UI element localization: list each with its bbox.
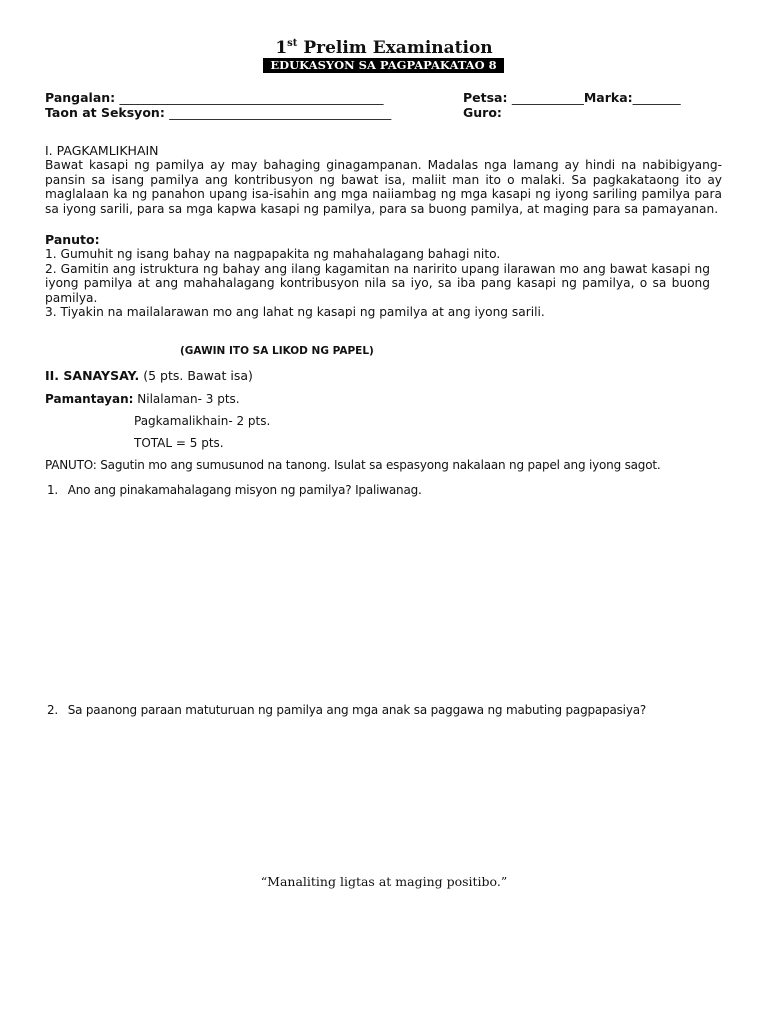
score-blank: ________	[632, 91, 681, 105]
paragraph-line: sa iyong sarili, para sa mga kapwa kasapi ng pamilya, para sa buong pamilya, at maging para sa pamayanan.	[45, 201, 719, 216]
name-blank: ____________________________________________	[119, 91, 384, 105]
criteria-item: Pagkamalikhain- 2 pts.	[134, 414, 271, 428]
criteria-label: Pamantayan:	[45, 392, 134, 406]
part1-instructions-heading: Panuto:	[45, 232, 100, 247]
question-1	[47, 483, 422, 497]
question-text: Sa paanong paraan matuturuan ng pamilya ang mga anak sa paggawa ng mabuting pagpapasiya?	[67, 703, 647, 717]
score-label: Marka:	[583, 90, 633, 105]
part1-heading: I. PAGKAMLIKHAIN	[45, 143, 159, 158]
instruction-line: 1. Gumuhit ng isang bahay na nagpapakita ng mahahalagang bahagi nito.	[45, 247, 501, 261]
part2-title: II. SANAYSAY.	[45, 368, 140, 383]
title-text: Prelim Examination	[297, 38, 493, 58]
title-ordinal: 1	[275, 38, 288, 58]
date-label: Petsa:	[463, 90, 508, 105]
instruction-line: 3. Tiyakin na mailalarawan mo ang lahat ng kasapi ng pamilya at ang iyong sarili.	[45, 305, 545, 319]
section-field	[45, 105, 391, 120]
date-score-field	[463, 90, 681, 105]
closing-quote: “Manaliting ligtas at maging positibo.”	[260, 874, 508, 889]
paragraph-line: maglalaan ka ng panahon upang isa-isahin ang mga naiiambag ng mga kasapi ng iyong sariling pamilya para	[45, 187, 722, 201]
question-2	[47, 703, 646, 717]
part1-instructions	[45, 247, 710, 320]
back-of-paper-note: (GAWIN ITO SA LIKOD NG PAPEL)	[180, 345, 374, 357]
section-label: Taon at Seksyon:	[45, 105, 165, 120]
question-text: Ano ang pinakamahalagang misyon ng pamilya? Ipaliwanag.	[67, 483, 422, 497]
teacher-label: Guro:	[463, 105, 502, 120]
name-label: Pangalan:	[45, 90, 116, 105]
criteria-item: TOTAL = 5 pts.	[134, 436, 224, 450]
instruction-line: iyong pamilya at ang mahahalagang kontribusyon nila sa iyo, sa iba pang kasapi ng pamilya, o sa buong	[45, 276, 710, 290]
teacher-field	[463, 105, 502, 120]
criteria-row-1	[45, 392, 240, 406]
question-number: 1.	[47, 483, 59, 497]
paragraph-line: pansin sa isang pamilya ang kontribusyon ng bawat isa, maliit man ito o malaki. Sa pagkakataong ito ay	[45, 172, 722, 187]
exam-title	[0, 38, 768, 58]
name-field	[45, 90, 384, 105]
paragraph-line: Bawat kasapi ng pamilya ay may bahaging ginagampanan. Madalas nga lamang ay hindi na nabibigyang-	[45, 158, 722, 172]
title-ordinal-suffix: st	[287, 38, 298, 49]
date-blank: ____________	[511, 91, 584, 105]
part2-instruction: PANUTO: Sagutin mo ang sumusunod na tanong. Isulat sa espasyong nakalaan ng papel ang iyong sagot.	[45, 458, 661, 472]
instruction-line: 2. Gamitin ang istruktura ng bahay ang ilang kagamitan na naririto upang ilarawan mo ang bawat kasapi ng	[45, 261, 710, 276]
part2-points: (5 pts. Bawat isa)	[139, 368, 253, 383]
part2-heading	[45, 368, 253, 383]
subject-banner: EDUKASYON SA PAGPAPAKATAO 8	[263, 58, 504, 73]
instruction-line: pamilya.	[45, 290, 98, 305]
question-number: 2.	[47, 703, 59, 717]
criteria-item: Nilalaman- 3 pts.	[137, 392, 240, 406]
part1-paragraph	[45, 158, 722, 216]
section-blank: _____________________________________	[169, 106, 392, 120]
